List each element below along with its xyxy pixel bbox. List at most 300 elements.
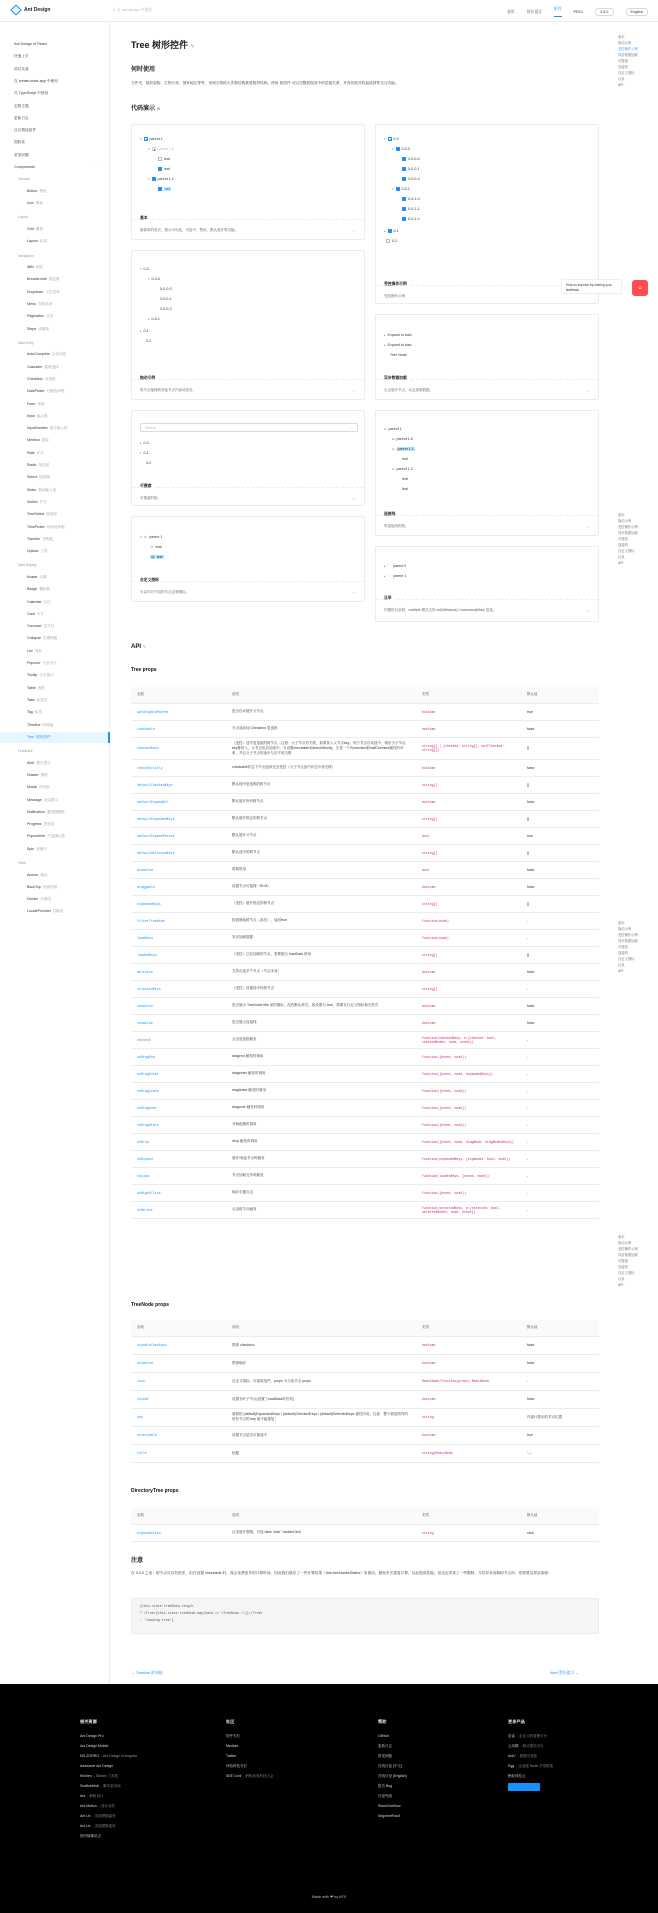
sidebar-item-cascader[interactable]: Cascader 级联选择 [27,364,59,369]
demo-drag: ▾ 0-0 ▾ 0-0-0 0-0-0-0 0-0-0-1 0-0-0-2 ▸ 0-0-1 ▸ 0-1 0-2 拖动示例 将节点拖拽到其他节点内部或前后。 ‹ › [131,250,365,400]
sidebar-item-popconfirm[interactable]: Popconfirm 气泡确认框 [27,834,66,839]
code-block: {this.state.treeData.length ? <Tree>{this.state.treeData.map(data => <TreeNode />)}</Tree> : 'loading tree'} [131,1598,599,1634]
toc-anchor [618,920,638,974]
table-cell: '---' [521,1444,599,1462]
sidebar-item-affix[interactable]: Affix 固钉 [27,265,44,269]
sidebar-item-carousel[interactable]: Carousel 走马灯 [27,624,55,629]
tree-node[interactable]: ▸ Expand to load [384,343,412,347]
sidebar-item-backtop[interactable]: BackTop 回到顶部 [27,884,58,889]
tree-node[interactable]: ▸ 0-1 [140,329,149,333]
footer-link[interactable]: 在线讨论 (English) [378,1774,407,1778]
table-header: 说明 [226,1320,416,1336]
table-row [131,1336,599,1354]
toc-link[interactable]: 异步数据加载 [618,53,638,57]
sidebar-item-calendar[interactable]: Calendar 日历 [27,599,51,604]
toc-link[interactable]: 异步数据加载 [618,939,638,943]
table-cell: string[] [416,895,521,912]
tree-node[interactable]: ▾ 0-0-0 [392,147,410,151]
table-row [131,720,599,737]
table-cell: defaultCheckedKeys [131,776,226,793]
tree-node[interactable]: ▸ 0-0 [140,441,149,445]
footer-link[interactable]: 知乎专栏 [226,1734,240,1738]
footer-link[interactable]: GitHub [378,1734,389,1738]
footer-link[interactable]: 国内镜像站点 [80,1834,101,1838]
footer-link[interactable]: 在线讨论 (中文) [378,1764,403,1768]
sidebar-item-input[interactable]: Input 输入框 [27,413,48,418]
sidebar-item-timeline[interactable]: Timeline 时间轴 [27,722,54,727]
table-cell: 是否自动展开父节点 [226,703,416,720]
table-cell: （受控）选中复选框的树节点（注意：父子节点有关联，如果传入父节点key，则子节点自动选中；相应当子节点key都传入，父节点也自动选中。当设置checkable和checkStrictly，它是一个有checked和halfChecked属性的对象，并且父子节点的选中与否不再关联 [226,737,416,759]
sidebar-item-treeselect[interactable]: TreeSelect 树选择 [27,512,58,517]
prev-link[interactable]: ← Timeline 时间轴 [131,1671,163,1675]
footer-link[interactable]: Ant Design Pro [80,1734,104,1738]
sidebar-item-form[interactable]: Form 表单 [27,401,45,406]
table-cell: dragenter 触发时调用 [226,1065,416,1082]
table-cell: 默认选中的树节点 [226,844,416,861]
table-cell: false [521,861,599,878]
sidebar-item-slider[interactable]: Slider 滑动输入条 [27,487,57,492]
table-cell: - [521,1065,599,1082]
toc-link[interactable]: 基本 [618,35,625,39]
toc-link[interactable]: API [618,1283,624,1287]
tree-node[interactable]: ▸ 🗀 parent 1 [384,573,407,578]
sidebar-item-grid[interactable]: Grid 栅格 [27,226,43,231]
sidebar-item-inputnumber[interactable]: InputNumber 数字输入框 [27,426,68,431]
sidebar-item-autocomplete[interactable]: AutoComplete 自动完成 [27,352,67,357]
sidebar-item[interactable]: 在 create-react-app 中使用 [14,78,58,83]
table-cell: - [521,980,599,997]
table-cell: string[] [416,776,521,793]
sidebar-group-title: Other [18,861,27,865]
table-cell: 默认展开所有树节点 [226,793,416,810]
tree-node[interactable]: 0-0-0-0 [402,157,420,161]
footer-column [80,1719,137,1841]
table-row [131,1150,599,1167]
sidebar-item-tooltip[interactable]: Tooltip 文字提示 [27,673,54,678]
table-cell: 禁掉 checkbox [226,1336,416,1354]
table-cell: 自定义图标。可接收组件，props 为当前节点 props [226,1372,416,1390]
sidebar-item-radio[interactable]: Radio 单选框 [27,463,50,467]
table-row [131,793,599,810]
sidebar-item-tag[interactable]: Tag 标签 [27,710,42,715]
nav-home[interactable]: 首页 [507,9,515,14]
table-row [131,1014,599,1031]
table-row [131,776,599,793]
toc-link[interactable]: 自定义图标 [618,549,635,553]
sidebar-item[interactable]: 定制主题 [14,103,29,108]
table-row [131,1354,599,1372]
tree-node[interactable]: sss [158,187,171,191]
sidebar-item-notification[interactable]: Notification 通知提醒框 [27,809,65,814]
table-cell: - [521,1116,599,1133]
logo-text: Ant Design [24,7,51,13]
tree-node[interactable]: 0-0-0-0 [160,287,172,291]
table-cell: string [416,1408,521,1426]
sidebar-item[interactable]: Ant Design of React [14,42,47,46]
toc-link[interactable]: 基本 [618,921,625,925]
table-cell: function(checkedKeys, e:{checked: bool, checkedNodes, node, event}) [416,1031,521,1048]
tree-node[interactable]: ▸ 0-1 [384,229,399,233]
table-cell: checkedKeys [131,737,226,759]
footer-link[interactable]: 体验科技专栏 [226,1764,247,1768]
tree-node[interactable]: 0-0-1-1 [402,207,420,211]
tree-node[interactable]: 0-2 [146,461,152,465]
table-cell: function({event, node, expandedKeys}) [416,1065,521,1082]
tree-node[interactable]: leaf [402,477,408,481]
sidebar-item-divider[interactable]: Divider 分割线 [27,897,51,902]
table-cell: 响应右键点击 [226,1184,416,1201]
footer-link[interactable]: Ant Ux - 页面逻辑素材 [80,1814,116,1818]
tree-node[interactable]: 0-2 [146,339,152,343]
footer-link[interactable]: Ant Ux - 页面逻辑素材 [80,1824,116,1828]
sidebar-item-rate[interactable]: Rate 评分 [27,450,44,455]
sidebar-item-mention[interactable]: Mention 提及 [27,438,49,443]
nav-components[interactable]: 组件 [554,7,562,17]
tree-search-input[interactable]: Search ⌕ [140,423,358,432]
sidebar-item-tabs[interactable]: Tabs 标签页 [27,697,48,702]
table-cell: checkStrictly [131,759,226,776]
sidebar-item[interactable]: 社区精选组件 [14,128,37,133]
table-cell: string [416,1524,521,1541]
tree-node[interactable]: leaf [158,167,170,171]
tree-node[interactable]: ▾ parent 1-1 [148,177,174,181]
footer-column-title: 社区 [226,1719,235,1724]
toc-link[interactable]: 连接线 [618,65,628,69]
footer-link[interactable]: 更新日志 [378,1744,392,1748]
version-select[interactable]: 3.8.2 [595,8,613,16]
logo[interactable] [12,6,50,14]
sidebar-item-badge[interactable]: Badge 徽标数 [27,587,51,592]
table-cell: 默认展开指定的树节点 [226,810,416,827]
footer-link[interactable]: 讨论列表 [378,1794,392,1798]
tree-node[interactable]: ⊟ parent 1-1 [392,447,414,451]
table-cell: 目录展开逻辑，可选 false 'click' 'doubleClick' [226,1524,416,1541]
table-row [131,1426,599,1444]
nav-design[interactable]: 设计语言 [526,9,542,14]
toc-link[interactable]: 拖动示例 [618,927,632,931]
toc-link[interactable]: API [618,969,624,973]
footer-link[interactable]: Awesome Ant Design [80,1764,114,1768]
table-cell: boolean [416,703,521,720]
toc-link[interactable]: 拖动示例 [618,519,632,523]
toc-link[interactable]: 受控操作示例 [618,525,638,529]
table-cell: function({event, node}) [416,1082,521,1099]
table-cell: string[] [416,810,521,827]
table-row [131,1099,599,1116]
table-cell: string[] [416,946,521,963]
sidebar-item[interactable]: 更新日志 [14,115,29,120]
sidebar-active-indicator [0,732,110,743]
sidebar-item-transfer[interactable]: Transfer 穿梭框 [27,536,54,541]
table-cell: 点击复选框触发 [226,1031,416,1048]
footer-link[interactable]: 常见问题 [378,1754,392,1758]
table-cell: onDragEnd [131,1048,226,1065]
table-cell: - [521,1099,599,1116]
notice-text: 在 3.4.0 之前：树节点可以有很多，但在设置 checkable 时，将会花费更多的计算时间，因此我们缓存了一些计算结果（this.treeNodesStates）来重用，避免多次重复计算，以此提高性能。但这也带来了一些限制，当你异步加载树节点时，你需要这样渲染树： [131,1571,552,1575]
demo-basic: ▾ parent 1 ▾ parent 1-0 leaf leaf ▾ parent 1-1 sss 基本 最简单的用法，展示可勾选，可选中，禁用，默认展开等功能。 ‹ › [131,124,365,240]
sidebar-item-switch[interactable]: Switch 开关 [27,499,47,504]
footer-link[interactable]: 报告 Bug [378,1784,393,1788]
table-row [131,1372,599,1390]
footer-link[interactable]: 云凤蝶 - 移动建站平台 [508,1744,544,1748]
table-cell: key [131,1408,226,1426]
table-cell: - [521,1048,599,1065]
table-cell: onDrop [131,1133,226,1150]
tree-node[interactable]: ⊟ parent 1 [384,427,402,431]
tree-node[interactable]: ▸ Expand to load [384,333,412,337]
sidebar-item-pagination[interactable]: Pagination 分页 [27,314,54,319]
table-cell: - [521,912,599,929]
table-cell: string[] [416,980,521,997]
footer-cta-button[interactable] [508,1783,540,1791]
tree-node[interactable]: Tree Node [390,353,407,357]
tree-node[interactable]: ▾ 0-0 [140,267,149,271]
table-header: 类型 [416,1320,521,1336]
sidebar-item[interactable]: 国际化 [14,140,26,145]
demo-async: ▸ Expand to load ▸ Expand to load Tree Node 异步数据加载 点击展开节点，动态加载数据。 ‹ › [375,314,599,400]
table-cell: onSelect [131,1201,226,1218]
sidebar-item-checkbox[interactable]: Checkbox 多选框 [27,376,56,381]
tree-node[interactable]: ⊟ parent 1-2 [392,467,413,471]
toc-link[interactable]: 自定义图标 [618,71,635,75]
toc-link[interactable]: 自定义图标 [618,1271,635,1275]
sidebar-item-breadcrumb[interactable]: Breadcrumb 面包屑 [27,277,60,282]
table-cell: dragleave 触发时调用 [226,1082,416,1099]
sidebar-item-popover[interactable]: Popover 气泡卡片 [27,661,57,665]
table-cell: true [521,1426,599,1444]
table-cell: disabled [131,861,226,878]
table-cell: 节点前添加 Checkbox 复选框 [226,720,416,737]
toc-link[interactable]: 连接线 [618,543,628,547]
footer-column-title: 相关资源 [80,1719,97,1724]
toc-link[interactable]: 拖动示例 [618,1241,632,1245]
tree-node[interactable]: 0-0-1-2 [402,217,420,221]
tree-node[interactable]: ▸ 0-1 [140,451,149,455]
table-cell: function({event, node}) [416,1099,521,1116]
table-cell: 展开/收起节点时触发 [226,1150,416,1167]
toc-link[interactable]: 连接线 [618,1265,628,1269]
sidebar-item-button[interactable]: Button 按钮 [27,188,47,193]
table-row [131,737,599,759]
footer-link[interactable]: SEE Conf - 蚂蚁体验科技大会 [226,1774,274,1778]
table-cell: loadData [131,929,226,946]
demo-search: Search ⌕ ▸ 0-0 ▸ 0-1 0-2 可搜索 可搜索的树。 ‹ › [131,410,365,506]
tree-props-title: Tree props [131,667,157,673]
toc-link[interactable]: 拖动示例 [618,41,632,45]
meh-icon: ☺ [150,545,154,549]
toc-link[interactable]: 自定义图标 [618,957,635,961]
table-cell: 默认展开父节点 [226,827,416,844]
next-link[interactable]: Alert 警告提示 → [550,1671,579,1675]
nav-pro[interactable]: PRO• [573,10,584,14]
sidebar-item[interactable]: 常见问题 [14,152,29,157]
footer-link[interactable]: StackOverflow [378,1804,401,1808]
table-cell: selectedKeys [131,980,226,997]
sidebar-item-list[interactable]: List 列表 [27,648,42,653]
tree-node[interactable]: ▾ 0-0-0 [148,277,160,281]
api-title: API ✎ [131,644,147,650]
toc-link[interactable]: 目录 [618,963,625,967]
footer-link[interactable]: SegmentFault [378,1814,400,1818]
sidebar-item-alert[interactable]: Alert 警告提示 [27,760,51,765]
when-title: 何时使用 [131,67,156,73]
table-header: 默认值 [521,687,599,703]
table-cell: onExpand [131,1150,226,1167]
feedback-button[interactable]: ☺ [632,280,648,296]
table-cell: checkable [131,720,226,737]
sidebar-item-timepicker[interactable]: TimePicker 时间选择框 [27,524,65,529]
table-cell: boolean [416,720,521,737]
toc-link[interactable]: 受控操作示例 [618,933,638,937]
toc-link[interactable]: 可搜索 [618,537,628,541]
sidebar-item[interactable]: 项目实战 [14,66,29,71]
code-expand-icon[interactable]: ‹ › [352,229,356,233]
footer-link[interactable]: Medium [226,1744,239,1748]
table-row [131,929,599,946]
sidebar-item-avatar[interactable]: Avatar 头像 [27,574,47,579]
footer-link[interactable]: Egg - 企业级 Node 开发框架 [508,1764,554,1768]
toc-link[interactable]: 可搜索 [618,59,628,63]
table-cell: isLeaf [131,1390,226,1408]
tree-node[interactable]: leaf [402,457,408,461]
folder-icon: 🗀 [387,573,392,577]
table-cell: 是否展示连接线 [226,1014,416,1031]
footer-column [508,1719,553,1791]
tree-node[interactable]: ▾ ☺ parent 1 [140,535,163,539]
sidebar-item[interactable]: Components [14,165,35,169]
toc-link[interactable]: 连接线 [618,951,628,955]
sidebar-item-table[interactable]: Table 表格 [27,685,45,690]
table-cell: onDragStart [131,1116,226,1133]
language-button[interactable]: English [626,8,648,16]
sidebar-item-icon[interactable]: Icon 图标 [27,201,43,206]
toc-link[interactable]: 可搜索 [618,945,628,949]
toc-link[interactable]: 可搜索 [618,1259,628,1263]
tree-node[interactable]: ▾ 0-0 [384,137,399,141]
footer-link[interactable]: 语雀 - 企业文档管理平台 [508,1734,548,1738]
sidebar-group-title: Layout [18,215,28,220]
sidebar-item-datepicker[interactable]: DatePicker 日期选择框 [27,389,65,394]
tree-node[interactable]: ▾ parent 1 [140,137,163,141]
sidebar-item-localeprovider[interactable]: LocaleProvider 国际化 [27,909,64,914]
table-cell: （受控）设置选中的树节点 [226,980,416,997]
sidebar [0,22,110,1684]
table-cell: false [521,878,599,895]
when-text: 文件夹、组织架构、生物分类、国家地区等等，世间万物的大多数结构都是树形结构。使用 树控件 可以完整展现其中的层级关系，并具有展开收起选择等交互功能。 [131,81,399,85]
footer-link[interactable]: Twitter [226,1754,237,1758]
tree-node[interactable]: 0-0-0-2 [160,307,172,311]
tree-node[interactable]: ▸ 0-0-1 [148,317,160,321]
tree-node[interactable]: ▾ parent 1-0 [148,147,174,151]
table-row [131,1444,599,1462]
table-cell: - [521,1372,599,1390]
footer-link[interactable]: Ant Motion - 设计动效 [80,1804,115,1808]
tree-node[interactable]: ⊞ parent 1-0 [392,437,413,441]
tree-node[interactable]: 0-2 [384,239,397,243]
table-cell: boolean [416,997,521,1014]
table-cell: ReactNode/Function(props):ReactNode [416,1372,521,1390]
table-row [131,1031,599,1048]
toc-link[interactable]: 基本 [618,1235,625,1239]
smile-icon: ☺ [143,535,148,539]
top-header [0,0,658,22]
table-cell: 内部计算出的节点位置 [521,1408,599,1426]
tree-node[interactable]: ☹ leaf [151,555,163,559]
search-input[interactable]: ⌕ 在 ant.design 中搜索 [113,8,152,12]
sidebar-item-select[interactable]: Select 选择器 [27,475,50,480]
toc-link[interactable]: 目录 [618,77,625,81]
footer-link[interactable]: 蚂蚁体验云 [508,1774,526,1778]
chevron-up-icon: ⌃ [95,165,98,169]
sidebar-item-collapse[interactable]: Collapse 折叠面板 [27,636,58,641]
table-cell: 异步加载数据 [226,929,416,946]
footer-link[interactable]: ScaffoldHub - 脚手架市场 [80,1784,121,1788]
sidebar-item-spin[interactable]: Spin 加载中 [27,846,47,851]
footer-link[interactable]: Ant Design Mobile [80,1744,109,1748]
toc-link[interactable]: 基本 [618,513,625,517]
toc-link[interactable]: 目录 [618,1277,625,1281]
sidebar-item-dropdown[interactable]: Dropdown 下拉菜单 [27,289,60,294]
toc-link[interactable]: 异步数据加载 [618,1253,638,1257]
footer-link[interactable]: Ant - 蚂蚁设计 [80,1794,104,1798]
edit-icon[interactable]: ✎ [190,44,195,50]
tree-node[interactable]: 0-0-1-0 [402,197,420,201]
toc-link[interactable]: 目录 [618,555,625,559]
sidebar-item-layout[interactable]: Layout 布局 [27,239,47,244]
sidebar-item-progress[interactable]: Progress 进度条 [27,822,55,827]
sidebar-item-message[interactable]: Message 全局提示 [27,797,58,802]
table-header: 参数 [131,1320,226,1336]
tree-node[interactable]: 0-0-0-2 [402,177,420,181]
tree-node[interactable]: leaf [158,157,170,161]
sidebar-item-upload[interactable]: Upload 上传 [27,549,48,554]
tree-node[interactable]: ▸ 🗀 parent 0 [384,563,407,568]
table-cell: checkable状态下节点选择完全受控（父子节点选中状态不再关联） [226,759,416,776]
sidebar-group-title: Navigation [18,253,34,258]
tree-node[interactable]: ▾ 0-0-1 [392,187,410,191]
table-cell: boolean [416,759,521,776]
tree-node[interactable]: ☺ leaf [150,545,162,549]
table-cell: filterTreeNode [131,912,226,929]
sidebar-item-drawer[interactable]: Drawer 抽屉 [27,772,48,777]
table-cell: defaultExpandedKeys [131,810,226,827]
sidebar-item[interactable]: 快速上手 [14,54,29,59]
toc-link[interactable]: API [618,561,624,565]
table-row [131,1408,599,1426]
toc-link[interactable]: 受控操作示例 [618,1247,638,1251]
sidebar-item[interactable]: 在 TypeScript 中使用 [14,91,49,96]
sidebar-item-tree[interactable]: Tree 树形控件 [27,734,51,739]
footer-link[interactable]: NG-ZORRO - Ant Design of Angular [80,1754,137,1758]
tree-node[interactable]: leaf [402,487,408,491]
toc-link[interactable]: 受控操作示例 [618,47,638,51]
sidebar-group-title: Data Display [18,563,37,568]
toc-link[interactable]: API [618,83,624,87]
toc-link[interactable]: 异步数据加载 [618,531,638,535]
tree-node[interactable]: 0-0-0-1 [160,297,172,301]
sidebar-item-menu[interactable]: Menu 导航菜单 [27,301,53,306]
sidebar-item-anchor[interactable]: Anchor 锚点 [27,872,48,877]
sidebar-item-card[interactable]: Card 卡片 [27,611,44,616]
footer-link[interactable]: AntV - 数据可视化 [508,1754,538,1758]
footer-link[interactable]: Kitchen - Sketch 工具集 [80,1774,118,1778]
table-cell: boolean [416,963,521,980]
tree-node[interactable]: 0-0-0-1 [402,167,420,171]
sidebar-item-modal[interactable]: Modal 对话框 [27,785,50,790]
sidebar-item-steps[interactable]: Steps 步骤条 [27,326,49,331]
table-cell: onDragEnter [131,1065,226,1082]
table-cell: onLoad [131,1167,226,1184]
